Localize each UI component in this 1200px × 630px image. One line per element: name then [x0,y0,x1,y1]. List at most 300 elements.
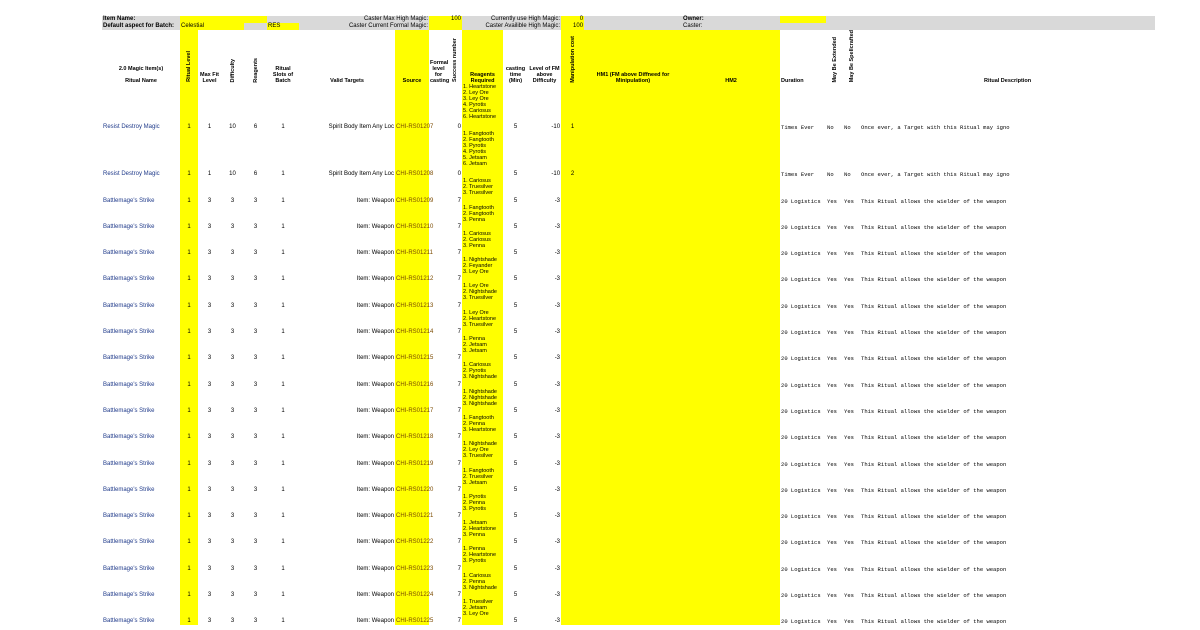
level-fm-cell[interactable]: -3 [554,329,561,336]
duration-cell[interactable]: 20 Logistics [781,618,821,626]
may-be-extended-cell[interactable]: Yes [827,223,837,231]
default-aspect-value[interactable]: Celestial [180,23,244,30]
ritual-level-cell[interactable]: 1 [180,84,198,131]
ritual-name-cell[interactable]: Battlemage's Strike [103,407,155,414]
hm1-cell[interactable] [584,389,682,415]
ritual-description-cell[interactable]: This Ritual allows the wielder of the weapon [861,381,1007,389]
reagents-count-cell[interactable]: 3 [253,302,258,309]
ritual-slots-cell[interactable]: 1 [281,565,285,572]
reagents-required-cell[interactable]: 1. Nightshade 2. Feyander 3. Ley Ore [462,257,503,283]
reagents-count-cell[interactable]: 3 [253,513,258,520]
success-number-cell[interactable]: 7 [457,513,462,520]
hm2-cell[interactable] [682,131,780,178]
reagents-required-cell[interactable]: 1. Penna 2. Heartstone 3. Pyrotis [462,546,503,572]
max-fit-cell[interactable]: 1 [207,124,212,131]
header-formal-level[interactable]: Formal level for casting [430,60,450,85]
header-valid-targets[interactable]: Valid Targets [330,78,364,85]
level-fm-cell[interactable]: -3 [554,460,561,467]
max-fit-cell[interactable]: 3 [207,592,212,599]
valid-targets-cell[interactable]: Item: Weapon [356,223,394,230]
hm1-cell[interactable] [584,441,682,467]
manipulation-cost-cell[interactable]: 1 [561,84,584,131]
hm2-cell[interactable] [682,573,780,599]
difficulty-cell[interactable]: 3 [230,434,235,441]
ritual-slots-cell[interactable]: 1 [281,486,285,493]
caster-formal-field[interactable] [429,23,462,30]
max-fit-cell[interactable]: 3 [207,565,212,572]
reagents-required-cell[interactable]: 1. Ley Ore 2. Heartstone 3. Truesilver [462,310,503,336]
header-ritual-name[interactable] [102,30,180,84]
ritual-name-cell[interactable]: Battlemage's Strike [103,355,155,362]
header-ritual-level[interactable]: Ritual Level [186,51,192,83]
valid-targets-cell[interactable]: Item: Weapon [356,197,394,204]
reagents-count-cell[interactable]: 3 [253,276,258,283]
header-casting-time[interactable]: casting time (Min) [505,66,526,85]
source-cell[interactable]: CHI-RS01208 [395,131,429,178]
difficulty-cell[interactable]: 3 [230,539,235,546]
ritual-name-cell[interactable]: Battlemage's Strike [103,302,155,309]
hm2-cell[interactable] [682,362,780,388]
valid-targets-cell[interactable]: Item: Weapon [356,460,394,467]
ritual-slots-cell[interactable]: 1 [281,124,285,131]
hm1-cell[interactable] [584,520,682,546]
ritual-slots-cell[interactable]: 1 [281,407,285,414]
currently-use-value[interactable]: 0 [561,16,584,23]
header-ritual-description[interactable]: Ritual Description [984,78,1032,85]
ritual-name-cell[interactable]: Resist Destroy Magic [103,171,160,178]
hm2-cell[interactable] [682,468,780,494]
valid-targets-cell[interactable]: Item: Weapon [356,302,394,309]
manipulation-cost-cell[interactable] [561,178,584,204]
reagents-required-cell[interactable]: 1. Nightshade 2. Nightshade 3. Nightshade [462,389,503,415]
casting-time-cell[interactable]: 5 [513,565,518,572]
hm1-cell[interactable] [584,468,682,494]
ritual-level-cell[interactable]: 1 [180,415,198,441]
casting-time-cell[interactable]: 5 [513,124,518,131]
res-label[interactable]: RES [267,23,299,30]
hm1-cell[interactable] [584,131,682,178]
ritual-level-cell[interactable]: 1 [180,494,198,520]
duration-cell[interactable]: 20 Logistics [781,434,821,442]
header-may-be-extended[interactable]: May Be Extended [831,36,838,83]
may-be-spellcrafted-cell[interactable]: Yes [844,434,854,442]
ritual-level-cell[interactable]: 1 [180,336,198,362]
duration-cell[interactable]: 20 Logistics [781,381,821,389]
reagents-count-cell[interactable]: 3 [253,434,258,441]
ritual-slots-cell[interactable]: 1 [281,539,285,546]
reagents-required-cell[interactable]: 1. Heartstone 2. Ley Ore 3. Ley Ore 4. Pyrotis 5. Cariosus 6. Heartstone [462,84,503,131]
success-number-cell[interactable]: 7 [457,434,462,441]
difficulty-cell[interactable]: 3 [230,302,235,309]
manipulation-cost-cell[interactable] [561,389,584,415]
hm2-cell[interactable] [682,494,780,520]
ritual-level-cell[interactable]: 1 [180,310,198,336]
reagents-count-cell[interactable]: 6 [253,171,258,178]
header-manipulation-cost[interactable]: Manipulation cost [569,35,576,83]
casting-time-cell[interactable]: 5 [513,171,518,178]
ritual-slots-cell[interactable]: 1 [281,197,285,204]
max-fit-cell[interactable]: 3 [207,407,212,414]
manipulation-cost-cell[interactable] [561,362,584,388]
source-cell[interactable]: CHI-RS01217 [395,389,429,415]
max-fit-cell[interactable]: 3 [207,434,212,441]
may-be-spellcrafted-cell[interactable]: No [844,124,851,132]
level-fm-cell[interactable]: -3 [554,592,561,599]
level-fm-cell[interactable]: -3 [554,302,561,309]
reagents-count-cell[interactable]: 3 [253,329,258,336]
reagents-count-cell[interactable]: 3 [253,486,258,493]
source-cell[interactable]: CHI-RS01216 [395,362,429,388]
valid-targets-cell[interactable]: Item: Weapon [356,565,394,572]
reagents-required-cell[interactable]: 1. Penna 2. Jetsam 3. Jetsam [462,336,503,362]
ritual-level-cell[interactable]: 1 [180,599,198,625]
may-be-extended-cell[interactable]: Yes [827,539,837,547]
success-number-cell[interactable]: 0 [457,124,462,131]
may-be-extended-cell[interactable]: Yes [827,329,837,337]
source-cell[interactable]: CHI-RS01209 [395,178,429,204]
ritual-description-cell[interactable]: This Ritual allows the wielder of the weapon [861,565,1007,573]
casting-time-cell[interactable]: 5 [513,460,518,467]
duration-cell[interactable]: 20 Logistics [781,197,821,205]
duration-cell[interactable]: 20 Logistics [781,513,821,521]
ritual-slots-cell[interactable]: 1 [281,250,285,257]
success-number-cell[interactable]: 0 [457,171,462,178]
casting-time-cell[interactable]: 5 [513,250,518,257]
reagents-required-cell[interactable]: 1. Cariosus 2. Penna 3. Nightshade [462,573,503,599]
may-be-extended-cell[interactable]: Yes [827,250,837,258]
casting-time-cell[interactable]: 5 [513,381,518,388]
may-be-spellcrafted-cell[interactable]: Yes [844,486,854,494]
hm2-cell[interactable] [682,441,780,467]
owner-field[interactable] [780,16,826,23]
casting-time-cell[interactable]: 5 [513,355,518,362]
hm2-cell[interactable] [682,310,780,336]
hm2-cell[interactable] [682,205,780,231]
source-cell[interactable]: CHI-RS01211 [395,231,429,257]
reagents-required-cell[interactable]: 1. Fangtooth 2. Fangtooth 3. Penna [462,205,503,231]
manipulation-cost-cell[interactable] [561,310,584,336]
source-cell[interactable]: CHI-RS01225 [395,599,429,625]
source-cell[interactable]: CHI-RS01213 [395,283,429,309]
valid-targets-cell[interactable]: Spirit Body Item Any Loc [328,124,394,131]
reagents-required-cell[interactable]: 1. Jetsam 2. Heartstone 3. Penna [462,520,503,546]
success-number-cell[interactable]: 7 [457,539,462,546]
valid-targets-cell[interactable]: Item: Weapon [356,407,394,414]
ritual-slots-cell[interactable]: 1 [281,223,285,230]
level-fm-cell[interactable]: -3 [554,618,561,625]
reagents-count-cell[interactable]: 3 [253,223,258,230]
may-be-extended-cell[interactable]: Yes [827,276,837,284]
valid-targets-cell[interactable]: Item: Weapon [356,539,394,546]
reagents-required-cell[interactable]: 1. Pyrotis 2. Penna 3. Pyrotis [462,494,503,520]
max-fit-cell[interactable]: 3 [207,539,212,546]
hm2-cell[interactable] [682,178,780,204]
ritual-description-cell[interactable]: This Ritual allows the wielder of the weapon [861,434,1007,442]
max-fit-cell[interactable]: 3 [207,302,212,309]
difficulty-cell[interactable]: 3 [230,223,235,230]
valid-targets-cell[interactable]: Spirit Body Item Any Loc [328,171,394,178]
hm2-cell[interactable] [682,389,780,415]
header-success-number[interactable]: Success number [452,38,458,83]
item-name-field[interactable] [180,16,267,23]
header-reagents-required[interactable]: Reagents Required [462,30,503,84]
may-be-extended-cell[interactable]: Yes [827,460,837,468]
ritual-slots-cell[interactable]: 1 [281,434,285,441]
manipulation-cost-cell[interactable] [561,573,584,599]
header-ritual-slots[interactable]: Ritual Slots of Batch [272,66,294,85]
source-cell[interactable]: CHI-RS01221 [395,494,429,520]
ritual-level-cell[interactable]: 1 [180,131,198,178]
level-fm-cell[interactable]: -3 [554,407,561,414]
caster-available-value[interactable]: 100 [561,23,584,30]
valid-targets-cell[interactable]: Item: Weapon [356,486,394,493]
duration-cell[interactable]: 20 Logistics [781,486,821,494]
difficulty-cell[interactable]: 3 [230,407,235,414]
may-be-spellcrafted-cell[interactable]: Yes [844,381,854,389]
ritual-level-cell[interactable]: 1 [180,441,198,467]
level-fm-cell[interactable]: -10 [551,124,561,131]
difficulty-cell[interactable]: 3 [230,513,235,520]
level-fm-cell[interactable]: -3 [554,250,561,257]
ritual-description-cell[interactable]: This Ritual allows the wielder of the weapon [861,302,1007,310]
header-source[interactable]: Source [395,30,429,84]
reagents-count-cell[interactable]: 3 [253,539,258,546]
may-be-extended-cell[interactable]: Yes [827,355,837,363]
ritual-level-cell[interactable]: 1 [180,178,198,204]
may-be-extended-cell[interactable]: No [827,124,834,132]
duration-cell[interactable]: 20 Logistics [781,329,821,337]
difficulty-cell[interactable]: 3 [230,197,235,204]
may-be-spellcrafted-cell[interactable]: Yes [844,329,854,337]
hm1-cell[interactable] [584,283,682,309]
ritual-slots-cell[interactable]: 1 [281,513,285,520]
ritual-description-cell[interactable]: This Ritual allows the wielder of the weapon [861,197,1007,205]
reagents-count-cell[interactable]: 3 [253,460,258,467]
header-hm1[interactable]: HM1 (FM above Diffneed for Minipulation) [584,30,682,84]
success-number-cell[interactable]: 7 [457,407,462,414]
hm2-cell[interactable] [682,520,780,546]
ritual-name-cell[interactable]: Battlemage's Strike [103,460,155,467]
ritual-name-cell[interactable]: Battlemage's Strike [103,539,155,546]
reagents-required-cell[interactable]: 1. Cariosus 2. Pyrotis 3. Nightshade [462,362,503,388]
reagents-required-cell[interactable]: 1. Fangtooth 2. Truesilver 3. Jetsam [462,468,503,494]
casting-time-cell[interactable]: 5 [513,592,518,599]
may-be-extended-cell[interactable]: Yes [827,302,837,310]
level-fm-cell[interactable]: -3 [554,513,561,520]
reagents-count-cell[interactable]: 3 [253,250,258,257]
level-fm-cell[interactable]: -3 [554,539,561,546]
ritual-name-cell[interactable]: Battlemage's Strike [103,381,155,388]
casting-time-cell[interactable]: 5 [513,434,518,441]
reagents-count-cell[interactable]: 3 [253,565,258,572]
may-be-spellcrafted-cell[interactable]: Yes [844,618,854,626]
difficulty-cell[interactable]: 3 [230,618,235,625]
manipulation-cost-cell[interactable] [561,546,584,572]
casting-time-cell[interactable]: 5 [513,197,518,204]
may-be-extended-cell[interactable]: Yes [827,407,837,415]
may-be-spellcrafted-cell[interactable]: Yes [844,460,854,468]
manipulation-cost-cell[interactable] [561,494,584,520]
may-be-spellcrafted-cell[interactable]: No [844,171,851,179]
caster-max-value[interactable]: 100 [429,16,462,23]
manipulation-cost-cell[interactable] [561,231,584,257]
ritual-level-cell[interactable]: 1 [180,389,198,415]
casting-time-cell[interactable]: 5 [513,407,518,414]
casting-time-cell[interactable]: 5 [513,276,518,283]
success-number-cell[interactable]: 7 [457,618,462,625]
valid-targets-cell[interactable]: Item: Weapon [356,381,394,388]
may-be-spellcrafted-cell[interactable]: Yes [844,276,854,284]
reagents-count-cell[interactable]: 3 [253,197,258,204]
manipulation-cost-cell[interactable] [561,257,584,283]
valid-targets-cell[interactable]: Item: Weapon [356,329,394,336]
max-fit-cell[interactable]: 3 [207,513,212,520]
ritual-description-cell[interactable]: This Ritual allows the wielder of the weapon [861,460,1007,468]
source-cell[interactable]: CHI-RS01220 [395,468,429,494]
ritual-description-cell[interactable]: This Ritual allows the wielder of the weapon [861,223,1007,231]
ritual-name-cell[interactable]: Battlemage's Strike [103,223,155,230]
duration-cell[interactable]: 20 Logistics [781,460,821,468]
difficulty-cell[interactable]: 3 [230,460,235,467]
max-fit-cell[interactable]: 3 [207,618,212,625]
success-number-cell[interactable]: 7 [457,329,462,336]
source-cell[interactable]: CHI-RS01214 [395,310,429,336]
manipulation-cost-cell[interactable] [561,205,584,231]
ritual-slots-cell[interactable]: 1 [281,302,285,309]
success-number-cell[interactable]: 7 [457,302,462,309]
duration-cell[interactable]: 20 Logistics [781,539,821,547]
may-be-spellcrafted-cell[interactable]: Yes [844,565,854,573]
ritual-description-cell[interactable]: This Ritual allows the wielder of the weapon [861,276,1007,284]
header-level-fm[interactable]: Level of FM above Difficulty [529,66,560,85]
source-cell[interactable]: CHI-RS01215 [395,336,429,362]
duration-cell[interactable]: 20 Logistics [781,276,821,284]
source-cell[interactable]: CHI-RS01207 [395,84,429,131]
level-fm-cell[interactable]: -3 [554,565,561,572]
casting-time-cell[interactable]: 5 [513,486,518,493]
ritual-description-cell[interactable]: This Ritual allows the wielder of the weapon [861,592,1007,600]
duration-cell[interactable]: 20 Logistics [781,592,821,600]
casting-time-cell[interactable]: 5 [513,329,518,336]
reagents-count-cell[interactable]: 3 [253,407,258,414]
ritual-description-cell[interactable]: This Ritual allows the wielder of the weapon [861,618,1007,626]
ritual-description-cell[interactable]: This Ritual allows the wielder of the weapon [861,407,1007,415]
ritual-description-cell[interactable]: This Ritual allows the wielder of the weapon [861,513,1007,521]
reagents-count-cell[interactable]: 3 [253,355,258,362]
reagents-required-cell[interactable]: 1. Fangtooth 2. Fangtooth 3. Pyrotis 4. Pyrotis 5. Jetsam 6. Jetsam [462,131,503,178]
casting-time-cell[interactable]: 5 [513,223,518,230]
reagents-required-cell[interactable]: 1. Nightshade 2. Ley Ore 3. Truesilver [462,441,503,467]
ritual-description-cell[interactable]: This Ritual allows the wielder of the weapon [861,486,1007,494]
duration-cell[interactable]: 20 Logistics [781,355,821,363]
duration-cell[interactable]: Times Ever [781,124,815,132]
ritual-name-cell[interactable]: Resist Destroy Magic [103,124,160,131]
valid-targets-cell[interactable]: Item: Weapon [356,276,394,283]
ritual-slots-cell[interactable]: 1 [281,355,285,362]
reagents-required-cell[interactable]: 1. Cariosus 2. Cariosus 3. Penna [462,231,503,257]
reagents-count-cell[interactable]: 3 [253,618,258,625]
duration-cell[interactable]: 20 Logistics [781,407,821,415]
difficulty-cell[interactable]: 10 [229,171,236,178]
valid-targets-cell[interactable]: Item: Weapon [356,618,394,625]
may-be-extended-cell[interactable]: Yes [827,513,837,521]
header-may-be-spellcrafted[interactable]: May Be Spellcrafted [848,30,855,83]
ritual-level-cell[interactable]: 1 [180,520,198,546]
valid-targets-cell[interactable]: Item: Weapon [356,355,394,362]
max-fit-cell[interactable]: 3 [207,223,212,230]
manipulation-cost-cell[interactable] [561,336,584,362]
may-be-extended-cell[interactable]: Yes [827,565,837,573]
reagents-required-cell[interactable]: 1. Cariosus 2. Truesilver 3. Truesilver [462,178,503,204]
hm2-cell[interactable] [682,415,780,441]
source-cell[interactable]: CHI-RS01223 [395,546,429,572]
duration-cell[interactable]: 20 Logistics [781,565,821,573]
source-cell[interactable]: CHI-RS01224 [395,573,429,599]
may-be-spellcrafted-cell[interactable]: Yes [844,407,854,415]
max-fit-cell[interactable]: 3 [207,276,212,283]
hm2-cell[interactable] [682,546,780,572]
level-fm-cell[interactable]: -3 [554,434,561,441]
ritual-slots-cell[interactable]: 1 [281,460,285,467]
success-number-cell[interactable]: 7 [457,250,462,257]
max-fit-cell[interactable]: 3 [207,329,212,336]
may-be-spellcrafted-cell[interactable]: Yes [844,223,854,231]
max-fit-cell[interactable]: 3 [207,460,212,467]
duration-cell[interactable]: 20 Logistics [781,223,821,231]
hm1-cell[interactable] [584,599,682,625]
header-hm2[interactable]: HM2 [682,30,780,84]
ritual-slots-cell[interactable]: 1 [281,171,285,178]
ritual-level-cell[interactable]: 1 [180,231,198,257]
success-number-cell[interactable]: 7 [457,381,462,388]
ritual-level-cell[interactable]: 1 [180,362,198,388]
difficulty-cell[interactable]: 3 [230,381,235,388]
ritual-description-cell[interactable]: This Ritual allows the wielder of the weapon [861,539,1007,547]
ritual-name-cell[interactable]: Battlemage's Strike [103,434,155,441]
max-fit-cell[interactable]: 3 [207,197,212,204]
difficulty-cell[interactable]: 3 [230,486,235,493]
hm1-cell[interactable] [584,231,682,257]
max-fit-cell[interactable]: 3 [207,486,212,493]
level-fm-cell[interactable]: -3 [554,381,561,388]
hm1-cell[interactable] [584,336,682,362]
level-fm-cell[interactable]: -10 [551,171,561,178]
may-be-extended-cell[interactable]: Yes [827,486,837,494]
may-be-extended-cell[interactable]: No [827,171,834,179]
level-fm-cell[interactable]: -3 [554,223,561,230]
duration-cell[interactable]: 20 Logistics [781,302,821,310]
may-be-extended-cell[interactable]: Yes [827,197,837,205]
ritual-level-cell[interactable]: 1 [180,283,198,309]
header-max-fit[interactable]: Max Fit Level [200,72,219,85]
ritual-description-cell[interactable]: This Ritual allows the wielder of the weapon [861,250,1007,258]
level-fm-cell[interactable]: -3 [554,355,561,362]
valid-targets-cell[interactable]: Item: Weapon [356,250,394,257]
ritual-slots-cell[interactable]: 1 [281,381,285,388]
hm2-cell[interactable] [682,599,780,625]
manipulation-cost-cell[interactable]: 2 [561,131,584,178]
reagents-count-cell[interactable]: 6 [253,124,258,131]
ritual-name-cell[interactable]: Battlemage's Strike [103,618,155,625]
ritual-name-cell[interactable]: Battlemage's Strike [103,592,155,599]
hm1-cell[interactable] [584,178,682,204]
ritual-slots-cell[interactable]: 1 [281,592,285,599]
ritual-name-cell[interactable]: Battlemage's Strike [103,565,155,572]
manipulation-cost-cell[interactable] [561,441,584,467]
level-fm-cell[interactable]: -3 [554,486,561,493]
difficulty-cell[interactable]: 3 [230,565,235,572]
may-be-extended-cell[interactable]: Yes [827,381,837,389]
